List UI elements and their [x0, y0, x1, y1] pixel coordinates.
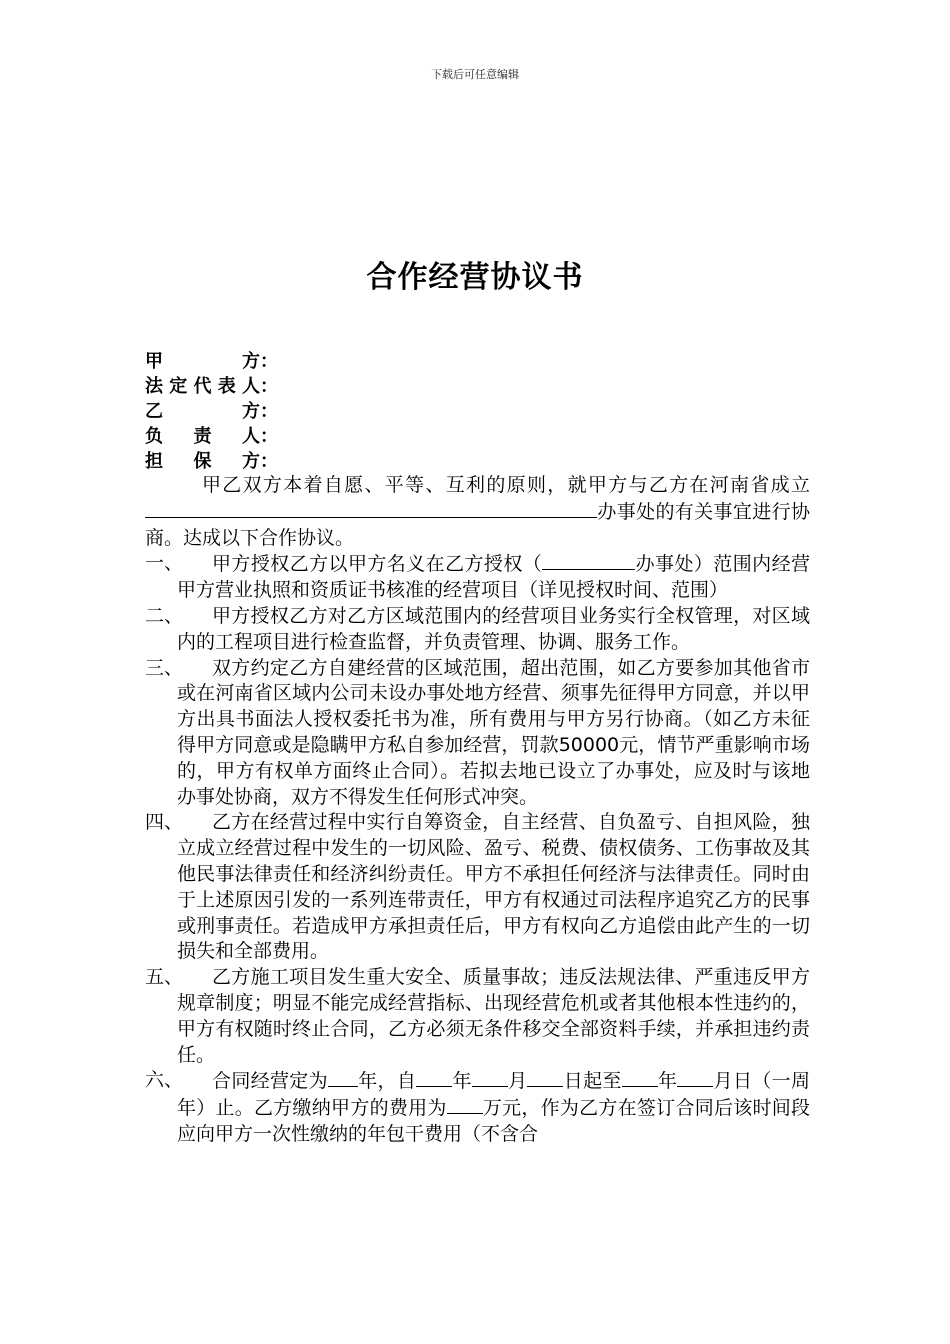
fee-amount-blank	[447, 1095, 483, 1114]
party-colon: ：	[260, 426, 278, 447]
party-label-char: 责	[193, 426, 212, 447]
party-row-jia	[145, 349, 475, 374]
header-note: 下载后可任意编辑	[431, 68, 519, 81]
party-label-char: 保	[193, 451, 212, 472]
party-colon: ：	[260, 401, 278, 422]
clause-4: 四、 乙方在经营过程中实行自筹资金，自主经营、自负盈亏、自担风险，独立成立经营过程中发生的一切风险、盈亏、税费、债权债务、工伤事故及其他民事法律责任和经济纠纷责任。甲方不承担任何经济与法律责任。同时由于上述原因引发的一系列连带责任，甲方有权通过司法程序追究乙方的民事或刑事责任。若造成甲方承担责任后，甲方有权向乙方追偿由此产生的一切损失和全部费用。	[145, 811, 810, 963]
parties-block	[145, 349, 475, 474]
clause-3: 三、 双方约定乙方自建经营的区域范围，超出范围，如乙方要参加其他省市或在河南省区域内公司未设办事处地方经营、须事先征得甲方同意，并以甲方出具书面法人授权委托书为准，所有费用与甲方另行协商。（如乙方未征得甲方同意或是隐瞒甲方私自参加经营，罚款50000元，情节严重影响市场的，甲方有权单方面终止合同）。若拟去地已设立了办事处，应及时与该地办事处协商，双方不得发生任何形式冲突。	[145, 656, 810, 808]
clause-number: 四、	[145, 811, 184, 834]
party-label-char: 法	[145, 376, 163, 397]
party-label	[145, 349, 260, 374]
party-row-yi	[145, 399, 475, 424]
party-colon: ：	[260, 351, 278, 372]
party-label-char: 负	[145, 426, 163, 447]
party-label-char: 方	[242, 401, 260, 422]
party-label-char: 代	[193, 376, 212, 397]
party-label-char: 乙	[145, 401, 163, 422]
end-year-blank	[622, 1068, 658, 1087]
party-label-char: 人	[242, 426, 260, 447]
party-row-guarantor	[145, 449, 475, 474]
party-label	[145, 424, 260, 449]
start-year-blank	[416, 1068, 452, 1087]
years-blank	[328, 1068, 358, 1087]
clause-2: 二、 甲方授权乙方对乙方区域范围内的经营项目业务实行全权管理，对区域内的工程项目进行检查监督，并负责管理、协调、服务工作。	[145, 604, 810, 653]
clause-number: 五、	[145, 966, 184, 989]
party-label-char: 方	[242, 351, 260, 372]
party-row-legal-rep	[145, 374, 475, 399]
party-label-char: 人	[242, 376, 260, 397]
clause-1: 一、 甲方授权乙方以甲方名义在乙方授权（ 办事处）范围内经营甲方营业执照和资质证书核准的经营项目（详见授权时间、范围）	[145, 552, 810, 602]
authorized-office-blank	[542, 551, 635, 570]
office-name-blank	[145, 499, 597, 518]
clause-number: 三、	[145, 656, 184, 679]
party-label-char: 担	[145, 451, 163, 472]
party-label-char: 表	[217, 376, 236, 397]
clause-5: 五、 乙方施工项目发生重大安全、质量事故；违反法规法律、严重违反甲方规章制度；明显不能完成经营指标、出现经营危机或者其他根本性违约的，甲方有权随时终止合同，乙方必须无条件移交全部资料手续，并承担违约责任。	[145, 966, 810, 1066]
party-label	[145, 374, 260, 399]
clause-number: 一、	[145, 552, 184, 575]
agreement-body	[145, 473, 810, 1148]
document-title: 合作经营协议书	[366, 260, 584, 295]
party-colon: ：	[260, 451, 278, 472]
party-label-char: 方	[242, 451, 260, 472]
party-label	[145, 449, 260, 474]
penalty-amount: 50000	[558, 733, 620, 756]
party-label	[145, 399, 260, 424]
end-month-blank	[677, 1068, 713, 1087]
start-month-blank	[472, 1068, 508, 1087]
clause-6: 六、 合同经营定为 年，自 年 月 日起至 年 月日（一周年）止。乙方缴纳甲方的费用为 万元，作为乙方在签订合同后该时间段应向甲方一次性缴纳的年包干费用（不含合	[145, 1069, 810, 1145]
start-day-blank	[527, 1068, 563, 1087]
intro-paragraph: 甲乙双方本着自愿、平等、互利的原则，就甲方与乙方在河南省成立办事处的有关事宜进行协商。达成以下合作协议。	[145, 474, 810, 549]
party-row-responsible	[145, 424, 475, 449]
clause-number: 二、	[145, 604, 184, 627]
clause-number: 六、	[145, 1069, 184, 1092]
party-label-char: 甲	[145, 351, 163, 372]
party-label-char: 定	[169, 376, 188, 397]
party-colon: ：	[260, 376, 278, 397]
